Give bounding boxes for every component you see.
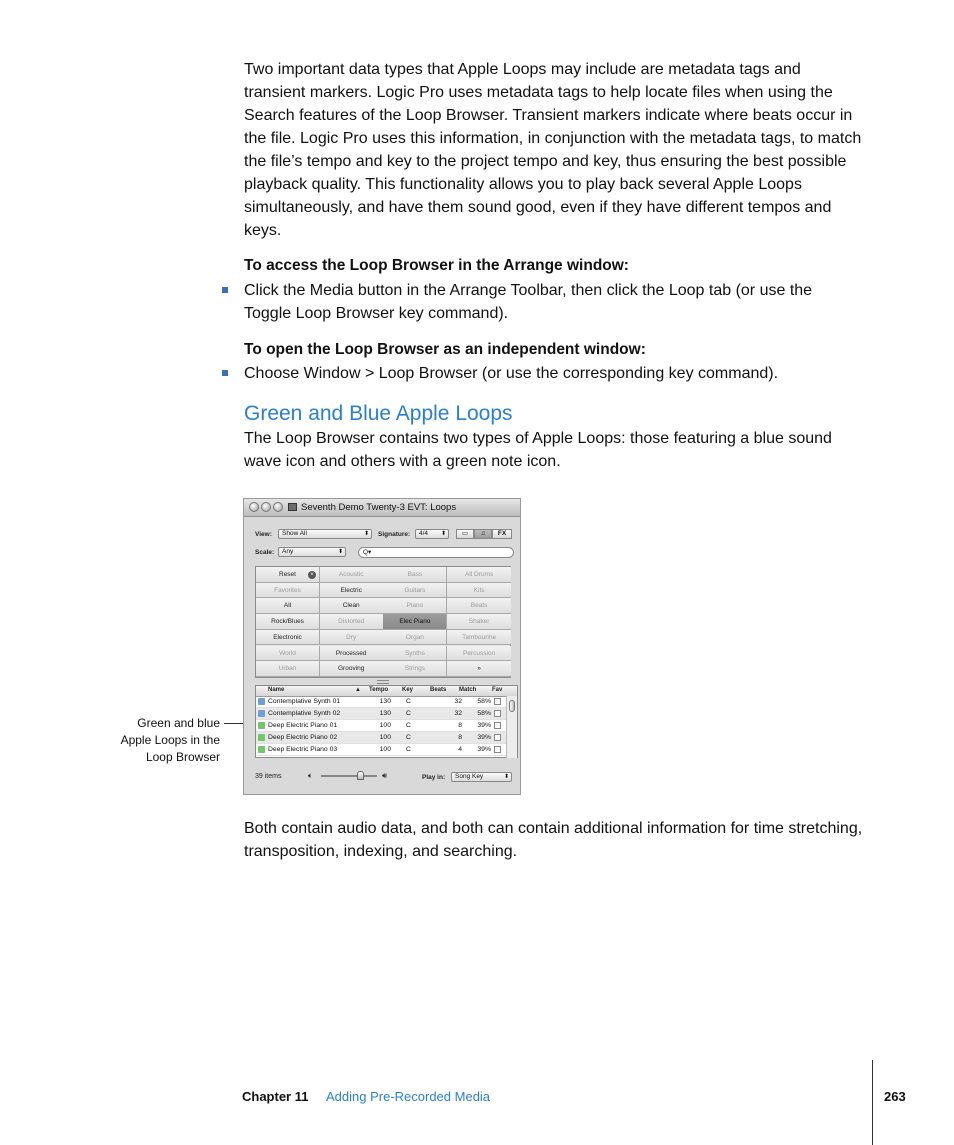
search-field[interactable] [358,547,514,558]
cell-match: 39% [477,746,491,753]
bullet-square-icon [222,370,228,376]
cell-tempo: 100 [379,746,391,753]
table-row[interactable] [256,732,508,744]
page-number: 263 [884,1089,906,1104]
task-heading-arrange: To access the Loop Browser in the Arrange window: [244,257,629,274]
keyword-label: Strings [404,665,425,673]
column-header[interactable]: Beats [430,687,447,693]
table-row[interactable] [256,696,508,708]
cell-beats: 32 [454,698,462,705]
cell-key: C [406,746,411,753]
keyword-label: Bass [407,571,423,578]
keyword-label: Urban [278,665,297,673]
cell-beats: 8 [458,734,462,741]
cell-key: C [406,698,411,705]
reset-clear-icon: × [308,571,316,579]
cell-match: 39% [477,734,491,741]
keyword-button[interactable] [320,614,384,630]
music-note-icon [258,734,265,741]
favorite-checkbox[interactable] [494,722,501,729]
keyword-label: » [477,665,481,673]
keyword-label: Grooving [338,665,365,673]
keyword-label: Distorted [338,618,365,626]
scale-select-value: Any [282,548,294,555]
cell-match: 58% [477,698,491,705]
cell-name: Deep Electric Piano 03 [268,746,338,753]
fx-view-button[interactable]: FX [492,529,512,539]
footer-divider [872,1060,873,1145]
cell-beats: 4 [458,746,462,753]
view-select[interactable] [278,529,372,539]
document-icon [288,503,297,511]
splitter-handle[interactable] [377,680,389,684]
keyword-button[interactable] [320,646,384,662]
vertical-scrollbar[interactable] [506,696,517,758]
favorite-checkbox[interactable] [494,710,501,717]
music-view-icon[interactable]: ♫ [474,529,492,539]
keyword-button[interactable] [320,598,384,614]
keyword-label: Electronic [273,633,302,641]
scale-select[interactable] [278,547,346,557]
signature-label: Signature: [378,531,411,538]
cell-name: Contemplative Synth 02 [268,710,341,717]
favorite-checkbox[interactable] [494,746,501,753]
column-header[interactable]: Key [402,687,414,693]
signature-select[interactable] [415,529,449,539]
bullet-window [222,362,862,385]
bullet-square-icon [222,287,228,293]
keyword-label: All [283,602,292,610]
keyword-label: Dry [346,633,357,641]
loop-browser-window [243,498,521,795]
keyword-label: Beats [470,602,488,610]
view-label: View: [255,531,272,538]
keyword-button[interactable] [256,614,320,630]
keyword-label: World [279,649,296,657]
keyword-button[interactable] [447,630,511,646]
keyword-label: Kits [473,586,485,594]
cell-match: 39% [477,722,491,729]
keyword-label: All Drums [465,571,494,578]
sound-wave-icon [258,698,265,705]
signature-select-value: 4/4 [419,530,429,537]
sound-wave-icon [258,710,265,717]
cell-tempo: 130 [379,698,391,705]
keyword-label: Rock/Blues [271,618,304,626]
keyword-label: Favorites [274,586,301,594]
keyword-button[interactable] [383,583,447,599]
table-row[interactable] [256,720,508,732]
footer-chapter-title[interactable]: Adding Pre-Recorded Media [326,1089,491,1104]
column-header[interactable]: Name [268,687,285,693]
sort-ascending-icon: ▲ [355,687,361,693]
keyword-label: Percussion [463,649,496,657]
keyword-button[interactable] [256,598,320,614]
keyword-label: Reset [279,571,296,578]
task-heading-window: To open the Loop Browser as an independent window: [244,341,646,358]
minimize-window-icon[interactable] [261,502,271,512]
keyword-button[interactable] [256,630,320,646]
bullet-window-text: Choose Window > Loop Browser (or use the corresponding key command). [244,365,779,382]
cell-key: C [406,722,411,729]
keyword-button[interactable] [447,646,511,662]
play-in-label: Play in: [422,774,446,781]
keyword-label: Guitars [404,586,426,594]
chevron-updown-icon: ⬍ [363,531,369,537]
scale-label: Scale: [255,549,275,556]
keyword-button[interactable] [383,567,447,583]
keyword-label: Organ [405,633,424,641]
keyword-button[interactable] [447,598,511,614]
cell-name: Deep Electric Piano 01 [268,722,338,729]
play-in-select[interactable] [451,772,512,782]
keyword-button[interactable] [320,567,384,583]
keyword-button[interactable] [320,661,384,677]
keyword-button[interactable] [320,630,384,646]
close-window-icon[interactable] [249,502,259,512]
music-note-icon [258,746,265,753]
footer-chapter: Chapter 11 [242,1089,309,1104]
cell-beats: 8 [458,722,462,729]
keyword-label: Piano [406,602,424,610]
table-row[interactable] [256,708,508,720]
button-view-icon[interactable]: ▭ [456,529,474,539]
keyword-label: Shaker [468,618,490,626]
keyword-button[interactable] [383,614,447,630]
cell-beats: 32 [454,710,462,717]
item-count: 39 items [255,773,282,780]
keyword-button[interactable] [447,661,511,677]
keyword-button[interactable] [256,583,320,599]
keyword-label: Processed [335,649,367,657]
window-titlebar[interactable] [244,499,520,517]
keyword-button[interactable] [383,598,447,614]
keyword-label: Electric [340,586,362,594]
search-icon: Q▾ [363,549,372,556]
keyword-button[interactable] [256,646,320,662]
loop-results-table [255,685,518,758]
cell-tempo: 130 [379,710,391,717]
keyword-button[interactable] [320,583,384,599]
keyword-label: Elec Piano [399,618,431,626]
cell-name: Deep Electric Piano 02 [268,734,338,741]
keyword-button[interactable] [383,646,447,662]
column-header[interactable]: Tempo [369,687,389,693]
window-title: Seventh Demo Twenty-3 EVT: Loops [301,502,457,513]
column-header[interactable]: Match [459,687,477,693]
cell-tempo: 100 [379,722,391,729]
keyword-button[interactable] [447,583,511,599]
keyword-label: Tambourine [462,633,497,641]
zoom-window-icon[interactable] [273,502,283,512]
keyword-grid [255,566,511,678]
section-paragraph: The Loop Browser contains two types of Apple Loops: those featuring a blue sound wave icon and others with a green note icon. [244,430,832,470]
volume-slider[interactable] [321,775,377,777]
cell-name: Contemplative Synth 01 [268,698,341,705]
keyword-button[interactable] [383,630,447,646]
chevron-updown-icon: ⬍ [337,549,343,555]
cell-match: 58% [477,710,491,717]
keyword-button[interactable] [447,567,511,583]
scrollbar-thumb[interactable] [509,700,515,712]
keyword-button[interactable] [447,614,511,630]
cell-key: C [406,710,411,717]
intro-paragraph: Two important data types that Apple Loops may include are metadata tags and transient markers. Logic Pro uses metadata tags to help locate files when using the Search features of the Loop Browser. Transient markers indicate where beats occur in the file. Logic Pro uses this information, in conjunction with the metadata tags, to match the file’s tempo and key to the project tempo and key, thus ensuring the best possible playback quality. This functionality allows you to play back several Apple Loops simultaneously, and have them sound good, even if they have different tempos and keys. [244,61,862,239]
volume-high-icon: 🔊︎ [382,771,388,780]
keyword-button[interactable] [256,661,320,677]
music-note-icon [258,722,265,729]
table-row[interactable] [256,744,508,756]
column-header[interactable]: Fav [492,687,503,693]
favorite-checkbox[interactable] [494,734,501,741]
keyword-label: Clean [342,602,360,610]
bullet-arrange-text: Click the Media button in the Arrange Toolbar, then click the Loop tab (or use the Toggle Loop Browser key command). [244,282,813,322]
view-select-value: Show All [282,530,307,537]
section-heading: Green and Blue Apple Loops [244,402,513,425]
cell-tempo: 100 [379,734,391,741]
favorite-checkbox[interactable] [494,698,501,705]
play-in-select-value: Song Key [455,773,484,780]
cell-key: C [406,734,411,741]
bullet-arrange [222,279,862,325]
keyword-label: Acoustic [338,571,364,578]
chevron-updown-icon: ⬍ [503,774,509,780]
keyword-button[interactable] [256,567,320,583]
keyword-button[interactable] [383,661,447,677]
chevron-updown-icon: ⬍ [440,531,446,537]
volume-slider-knob[interactable] [357,771,364,780]
closing-paragraph: Both contain audio data, and both can contain additional information for time stretching, transposition, indexing, and searching. [244,820,863,860]
volume-low-icon: 🔈︎ [308,771,313,780]
keyword-label: Synths [404,649,425,657]
figure-caption: Green and blue Apple Loops in the Loop Browser [120,716,220,764]
